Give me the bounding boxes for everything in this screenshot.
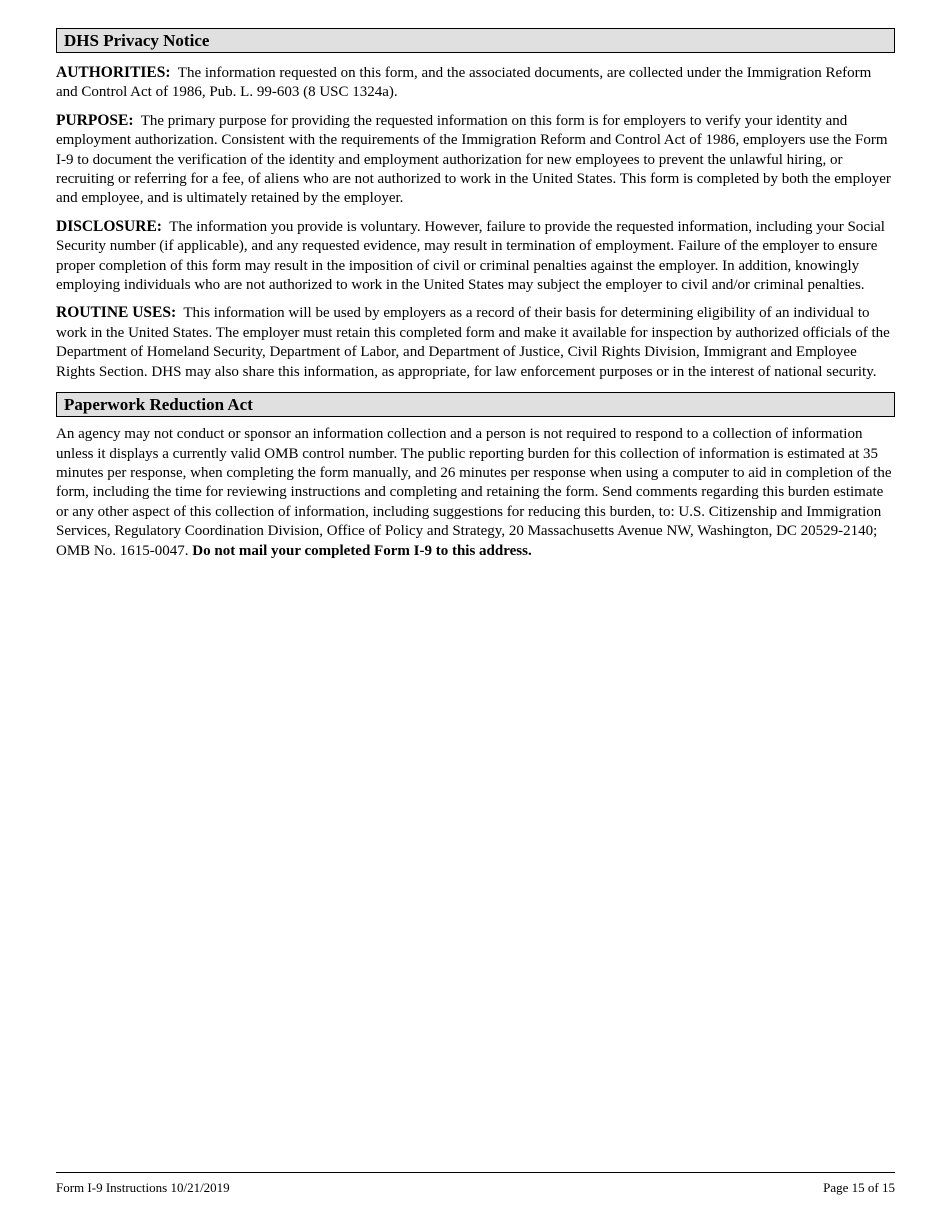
purpose-lead: PURPOSE:	[56, 111, 134, 129]
disclosure-paragraph	[56, 217, 895, 296]
authorities-paragraph	[56, 63, 895, 103]
purpose-paragraph	[56, 111, 895, 209]
privacy-notice-header	[56, 28, 895, 53]
paperwork-paragraph	[56, 425, 895, 561]
routine-uses-lead: ROUTINE USES:	[56, 304, 177, 322]
paperwork-text: An agency may not conduct or sponsor an information collection and a person is not required to respond to a collection of information unless it displays a currently valid OMB control number. The public reporting burden for this collection of information is estimated at 35 minutes per response, when completing the form manually, and 26 minutes per response when using a computer to aid in completion of the form, including the time for reviewing instructions and completing and retaining the form. Send comments regarding this burden estimate or any other aspect of this collection of information, including suggestions for reducing this burden, to: U.S. Citizenship and Immigration Services, Regulatory Coordination Division, Office of Policy and Strategy, 20 Massachusetts Avenue NW, Washington, DC 20529-2140; OMB No. 1615-0047.	[56, 426, 892, 559]
authorities-text: The information requested on this form, and the associated documents, are collected under the Immigration Reform and Control Act of 1986, Pub. L. 99-603 (8 USC 1324a).	[56, 65, 872, 101]
authorities-lead: AUTHORITIES:	[56, 64, 171, 81]
paperwork-reduction-header	[56, 392, 895, 417]
footer-page-number: Page 15 of 15	[823, 1180, 895, 1195]
page-footer	[56, 1180, 895, 1196]
document-page	[56, 28, 895, 561]
purpose-text: The primary purpose for providing the requested information on this form is for employers to verify your identity and employment authorization. Consistent with the requirements of the Immigration Reform and Control Act of 1986, employers use the Form I-9 to document the verification of the identity and employment authorization for new employees to prevent the unlawful hiring, or recruiting or referring for a fee, of aliens who are not authorized to work in the United States. This form is completed by both the employer and employee, and is ultimately retained by the employer.	[56, 112, 891, 207]
routine-uses-text: This information will be used by employers as a record of their basis for determining eligibility of an individual to work in the United States. The employer must retain this completed form and make it available for inspection by authorized officials of the Department of Homeland Security, Department of Labor, and Department of Justice, Civil Rights Division, Immigrant and Employee Rights Section. DHS may also share this information, as appropriate, for law enforcement purposes or in the interest of national security.	[56, 305, 890, 380]
footer-form-edition: Form I-9 Instructions 10/21/2019	[56, 1180, 230, 1195]
paperwork-reduction-title: Paperwork Reduction Act	[64, 395, 253, 415]
routine-uses-paragraph	[56, 303, 895, 382]
footer-divider	[56, 1172, 895, 1173]
privacy-notice-title: DHS Privacy Notice	[64, 31, 210, 50]
disclosure-text: The information you provide is voluntary. However, failure to provide the requested information, including your Social Security number (if applicable), and any requested evidence, may result in termination of employment. Failure of the employer to ensure proper completion of this form may result in the imposition of civil or criminal penalties against the employer. In addition, knowingly employing individuals who are not authorized to work in the United States may subject the employer to civil and/or criminal penalties.	[56, 218, 885, 294]
paperwork-bold-notice: Do not mail your completed Form I-9 to this address.	[192, 542, 532, 559]
disclosure-lead: DISCLOSURE:	[56, 217, 162, 235]
